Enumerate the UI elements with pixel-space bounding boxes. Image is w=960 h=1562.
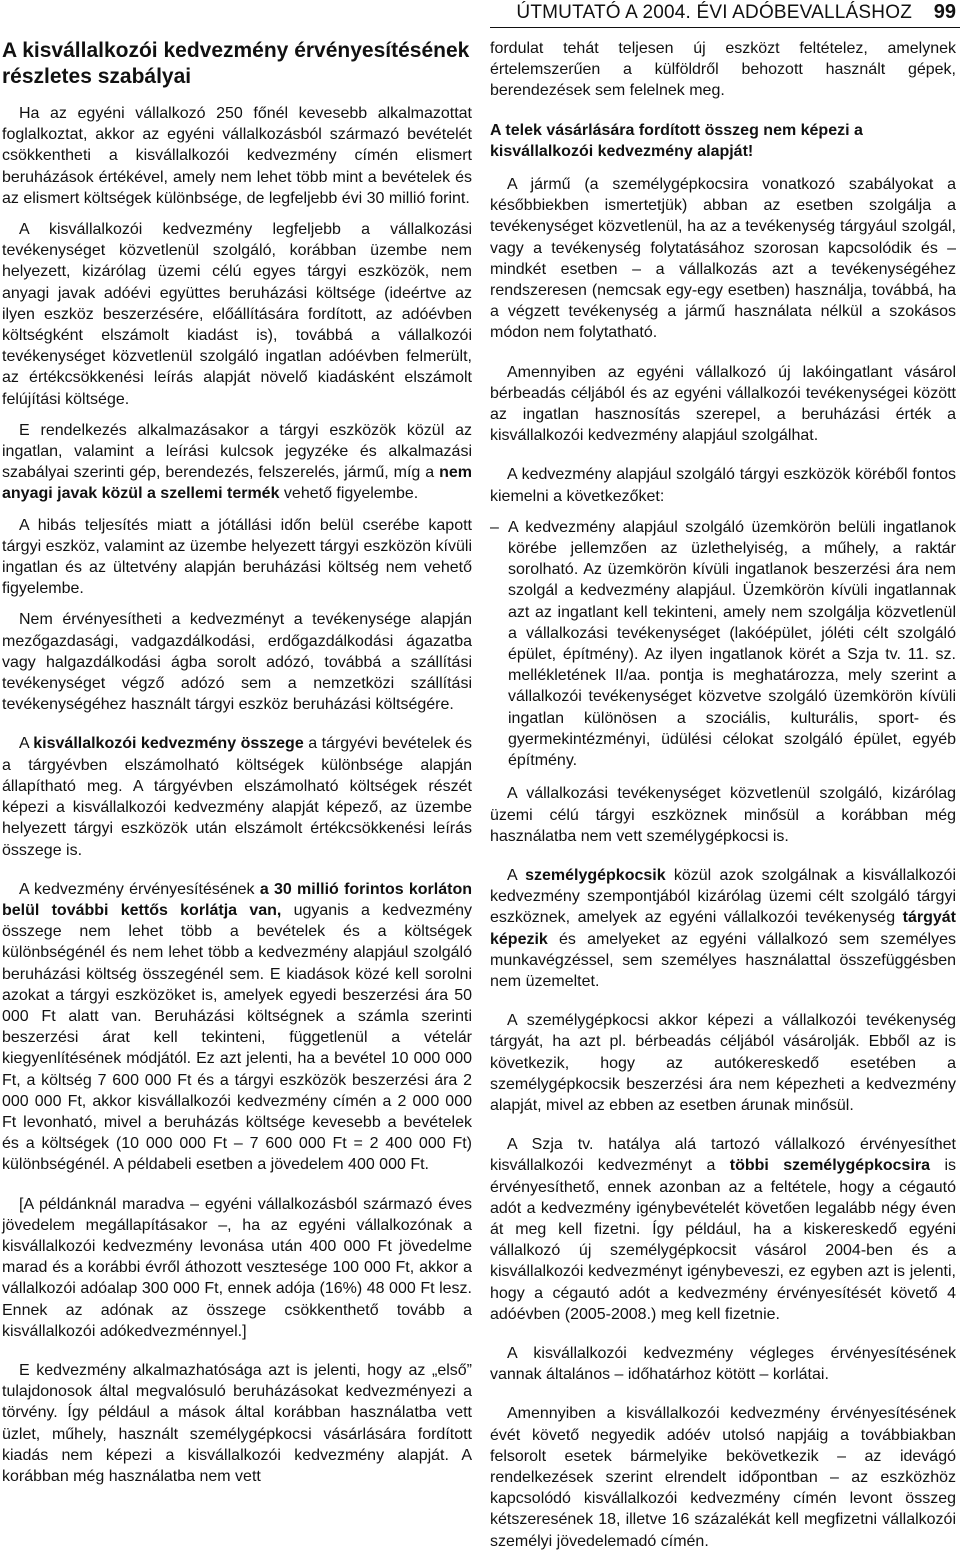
text-run: A	[507, 866, 526, 884]
paragraph: Amennyiben a kisvállalkozói kedvezmény érvényesítésének évét követő negyedik adóév utolsó napjáig a továbbiakban felsorolt esetek bármelyike bekövetkezik – az idevágó rendelkezések szerint elrendelt időpontban – az eszközhöz kapcsolódó kisvállalkozói kedvezmény címén levont összeg kétszeresének 18, illetve 16 százalékát kell megfizetni vállalkozói személyi jövedelemadó címén.	[490, 1405, 956, 1550]
bold-text: nem anyagi javak közül a szellemi termék	[2, 464, 472, 503]
paragraph: Ha az egyéni vállalkozó 250 főnél kevesebb alkalmazottat foglalkoztat, akkor az egyéni vállalkozásból származó bevételét csökkentheti a kisvállalkozói kedvezmény címén elismert beruházások értékével, amely nem lehet több mint a bevételek és az elismert költségek különbsége, de legfeljebb évi 30 millió forint.	[2, 105, 472, 207]
paragraph: A kisvállalkozói kedvezmény végleges érvényesítésének vannak általános – időhatárhoz kötött – korlátai.	[490, 1344, 956, 1384]
text-run: A kedvezmény érvényesítésének	[19, 880, 260, 898]
paragraph: A kisvállalkozói kedvezmény legfeljebb a vállalkozási tevékenységet közvetlenül szolgáló, korábban üzembe nem helyezett, kizárólag üzemi célú egyes tárgyi eszközök, nem anyagi javak adóévi együttes beruházási költsége (ideértve az ilyen eszköz beszerzésére, előállítására fordított, az adóévben költségként elszámolt kiadást is), továbbá a vállalkozói tevékenységet közvetlenül szolgáló ingatlan adóévben felmerült, az értékcsökkenési leírás alapját növelő kiadásként elszámolt felújítási költsége.	[2, 221, 472, 408]
text-run: is érvényesíthető, ennek azonban az a feltétele, hogy a cégautó adót a kedvezmény igénybevételét követően legalább négy éven át meg kell fizetni. Így például, ha a kiskereskedő egyéni vállalkozó új személygépkocsit vásárol 2004-ben és a kisvállalkozói kedvezményt igénybeveszi, ez egyben azt is jelenti, hogy a cégautó adót a kedvezmény érvényesítését követő 4 adóévben (2005-2008.) meg kell fizetnie.	[490, 1157, 956, 1323]
paragraph: A vállalkozási tevékenységet közvetlenül szolgáló, kizárólag üzemi célú tárgyi eszköznek minősül a korábban még használatba nem vett személygépkocsi is.	[490, 785, 956, 845]
bold-text: kisvállalkozói kedvezmény összege	[33, 735, 304, 753]
paragraph: Amennyiben az egyéni vállalkozó új lakóingatlant vásárol bérbeadás céljából és az egyéni vállalkozói tevékenységei között az ingatlan hasznosítás szerepel, a beruházási érték a kisvállalkozói kedvezmény alapjául szolgálhat.	[490, 363, 956, 445]
bold-text: tárgyát képezik	[490, 909, 956, 948]
paragraph: fordulat tehát teljesen új eszközt feltételez, amelynek értelemszerűen a külföldről behozott használt gépek, berendezések sem felelnek meg.	[490, 40, 956, 100]
text-run: ugyanis a kedvezmény összege nem lehet több a bevételek és a költségek különbségénél és nem lehet több a kedvezmény alapjául szolgáló beruházási költség összegénél sem. E kiadások közé kell sorolni azokat a tárgyi eszközöket is, amelyek egyedi beszerzési ára 50 000 Ft alatt van. Beruházási költségnek a számla szerinti beszerzési árat kell tekinteni, függetlenül a vételár kiegyenlítésének módjától. Ez azt jelenti, ha a bevétel 10 000 000 Ft, a költség 7 600 000 Ft és a tárgyi eszközök beszerzési ára 2 000 000 Ft, akkor kisvállalkozói kedvezmény címén a 2 000 000 Ft levonható, mivel a beruházás költsége kevesebb a bevételek és a költségek (10 000 000 Ft – 7 600 000 Ft = 2 400 000 Ft) különbségénél. A példabeli esetben a jövedelem 400 000 Ft.	[2, 901, 473, 1174]
section-heading: A kisvállalkozói kedvezmény érvényesítésének részletes szabályai	[2, 39, 470, 88]
list-item-text: A kedvezmény alapjául szolgáló üzemkörön belüli ingatlanok körébe jellemzően az üzlethelyiség, a műhely, a raktár sorolható. Az üzemkörön kívüli ingatlanok beszerzési ára nem szolgál a kedvezmény alapjául. Üzemkörön kívüli ingatlannak azt az ingatlant kell tekinteni, amely nem szolgálja közvetlenül a vállalkozási tevékenységet (lakóépület, jóléti célt szolgáló épület, építmény). Az ilyen ingatlanok körét a Szja tv. 11. sz. mellékletének II/aa. pontja is meghatározza, mely szerint a vállalkozói tevékenységet közvetve szolgáló üzemkörön kívüli ingatlan különösen a szociális, kulturális, sport- és gyermekintézményi, üdülési célokat szolgáló épület, egyéb építmény.	[508, 518, 956, 770]
paragraph	[2, 879, 472, 1176]
dash-bullet: –	[490, 518, 499, 536]
paragraph	[2, 733, 472, 860]
paragraph: E kedvezmény alkalmazhatósága azt is jelenti, hogy az „első” tulajdonosok által megvalósuló beruházásokat kedvezményezi a törvény. Így például a mások által korábban használatba vett üzlet, műhely, használt személygépkocsi vásárlására fordított kiadás nem képezi a kisvállalkozói kedvezmény alapját. A korábban még használatba nem vett	[2, 1361, 472, 1485]
text-run: vehető figyelembe.	[279, 485, 419, 503]
paragraph: [A példánknál maradva – egyéni vállalkozásból származó éves jövedelem megállapításakor –, ha az egyéni vállalkozónak a kisvállalkozói kedvezmény levonása után 400 000 Ft jövedelme marad és a korábbi évről áthozott vesztesége 100 000 Ft, akkor a vállalkozói adóalap 300 000 Ft, ennek adója (16%) 48 000 Ft lesz. Ennek az adónak az összege csökkenthető tovább a kisvállalkozói adókedvezménnyel.]	[2, 1195, 472, 1340]
paragraph: A személygépkocsi akkor képezi a vállalkozói tevékenység tárgyát, ha azt pl. bérbeadás céljából vásárolják. Ebből az is következik, hogy az autókereskedő esetében a személygépkocsik beszerzési ára nem képezheti a kedvezmény alapját, mivel az ebben az esetben árunak minősül.	[490, 1012, 956, 1114]
paragraph	[490, 865, 956, 992]
right-column	[490, 38, 956, 1562]
paragraph	[2, 420, 472, 505]
text-run: és amelyeket az egyéni vállalkozó sem személyes munkavégzéssel, sem személyes használattal összefüggésben nem üzemeltet.	[490, 930, 956, 990]
text-run: E rendelkezés alkalmazásakor a tárgyi eszközök közül az ingatlan, valamint a leírási kulcsok jegyzéke és alkalmazási szabályai szerinti gép, berendezés, felszerelés, jármű, míg a	[2, 421, 472, 482]
bold-text: személygépkocsik	[525, 866, 666, 884]
paragraph: Nem érvényesítheti a kedvezményt a tevékenysége alapján mezőgazdasági, vadgazdálkodási, erdőgazdálkodási ágazatba vagy halgazdálkodási ágba sorolt adózó, továbbá a szállítási tevékenységet végző adózó sem a nemzetközi szállítási tevékenységéhez használt tárgyi eszköz beruházási költségére.	[2, 611, 472, 714]
page-header	[0, 0, 960, 30]
left-column	[2, 38, 472, 1497]
text-run: A	[19, 735, 34, 753]
paragraph	[490, 1134, 956, 1325]
paragraph: A kedvezmény alapjául szolgáló tárgyi eszközök köréből fontos kiemelni a következőket:	[490, 466, 956, 505]
paragraph: A hibás teljesítés miatt a jótállási időn belül cserébe kapott tárgyi eszköz, valamint az üzembe helyezett tárgyi eszközön kívüli ingatlan és az ültetvény alapján beruházási költség nem vehető figyelembe.	[2, 516, 472, 598]
running-header-title: ÚTMUTATÓ A 2004. ÉVI ADÓBEVALLÁSHOZ	[516, 2, 912, 23]
dash-list-item	[490, 517, 956, 771]
text-run: a tárgyévi bevételek és a tárgyévben elszámolható költségek különbsége alapján állapítható meg. A tárgyévben elszámolható költségek részét képezi a kisvállalkozói kedvezmény alapját képező, az üzembe helyezett tárgyi eszközök után elszámolt értékcsökkenési leírás összege is.	[2, 735, 473, 859]
text-run: közül azok szolgálnak a kisvállalkozói kedvezmény szempontjából kizárólag üzemi célt szolgáló tárgyi eszköznek, amelyek az egyéni vállalkozói tevékenység	[490, 866, 957, 927]
header-rule	[490, 27, 960, 28]
paragraph: A jármű (a személygépkocsira vonatkozó szabályokat a későbbiekben ismertetjük) abban az esetben szolgálja a tevékenységet közvetlenül, ha az a tevékenység tárgyául szolgál, vagy a tevékenység folytatásához szorosan kapcsolódik és – mindkét esetben – a vállalkozás azt a tevékenységéhez rendszeresen (nemcsak egy-egy esetben) használja, továbbá, ha a végzett tevékenység a jármű használata nélkül a szokásos módon nem folytatható.	[490, 176, 956, 342]
text-run: A Szja tv. hatálya alá tartozó vállalkozó érvényesíthet kisvállalkozói kedvezményt a	[490, 1136, 956, 1175]
bold-text: a 30 millió forintos korláton belül további kettős korlátja van,	[2, 880, 473, 919]
bold-callout-heading: A telek vásárlására fordított összeg nem képezi a kisvállalkozói kedvezmény alapját!	[490, 121, 863, 160]
page-number: 99	[933, 1, 956, 23]
bold-text: többi személygépkocsira	[729, 1157, 931, 1175]
